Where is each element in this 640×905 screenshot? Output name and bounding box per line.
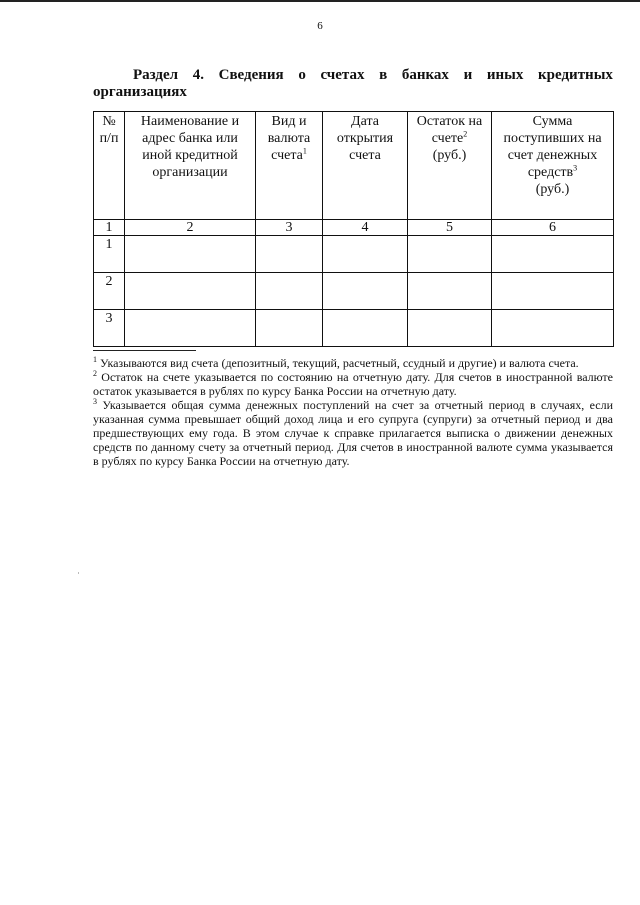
- empty-cell[interactable]: [408, 273, 492, 310]
- empty-cell[interactable]: [125, 273, 256, 310]
- header-cell-bank-name: Наименование и адрес банка или иной кредитной организации: [125, 112, 256, 220]
- column-number: 3: [256, 220, 323, 236]
- empty-cell[interactable]: [256, 273, 323, 310]
- footnote-mark: 3: [573, 163, 578, 173]
- empty-cell[interactable]: [492, 273, 614, 310]
- column-number: 5: [408, 220, 492, 236]
- row-number: 1: [94, 236, 125, 273]
- empty-cell[interactable]: [408, 236, 492, 273]
- table-header-row: [94, 112, 614, 220]
- row-number: 3: [94, 310, 125, 347]
- header-cell-number: № п/п: [94, 112, 125, 220]
- footnote-mark: 2: [463, 129, 468, 139]
- accounts-table: [93, 111, 614, 347]
- header-cell-open-date: Дата открытия счета: [323, 112, 408, 220]
- footnote: $^1$ Указываются вид счета (депозитный, текущий, расчетный, ссудный и другие) и валюта счета.: [93, 355, 579, 370]
- section-title-line-1: [93, 67, 613, 84]
- header-cell-account-type: Вид и валюта счета$^1$: [256, 112, 323, 220]
- title-word: в: [379, 67, 388, 83]
- footnote-mark: 2: [93, 369, 97, 378]
- title-word: счетах: [320, 67, 365, 83]
- empty-cell[interactable]: [323, 273, 408, 310]
- empty-cell[interactable]: [256, 236, 323, 273]
- footnote-mark: 3: [93, 397, 97, 406]
- footnote-mark: 1: [93, 355, 97, 364]
- empty-cell[interactable]: [408, 310, 492, 347]
- empty-cell[interactable]: [125, 236, 256, 273]
- empty-cell[interactable]: [256, 310, 323, 347]
- empty-cell[interactable]: [323, 310, 408, 347]
- scan-artifact: [78, 572, 79, 574]
- empty-cell[interactable]: [492, 310, 614, 347]
- row-number: 2: [94, 273, 125, 310]
- column-number: 1: [94, 220, 125, 236]
- header-cell-incoming-sum: Сумма поступивших на счет денежных средств$^3$ (руб.): [492, 112, 614, 220]
- footnote-mark: 1: [302, 146, 307, 156]
- column-number: 2: [125, 220, 256, 236]
- title-word: кредитных: [538, 67, 613, 83]
- title-word: банках: [401, 67, 449, 83]
- top-border-line: [0, 0, 640, 2]
- title-word: Раздел: [133, 67, 179, 83]
- footnote: $^3$ Указывается общая сумма денежных поступлений на счет за отчетный период в случаях, если указанная сумма превышает общий доход лица и его супруга (супруги) за отчетный период и два предшествующих ему года. В этом случае к справке прилагается выписка о движении денежных средств по данному счету за отчетный период. Для счетов в иностранной валюте сумма указывается в рублях по курсу Банка России на отчетную дату.: [93, 397, 614, 468]
- title-word: иных: [486, 67, 524, 83]
- title-word: Сведения: [218, 67, 284, 83]
- footnotes: [93, 356, 613, 468]
- footnote: $^2$ Остаток на счете указывается по состоянию на отчетную дату. Для счетов в иностранной валюте остаток указывается в рублях по курсу Банка России на отчетную дату.: [93, 369, 613, 398]
- title-word: о: [298, 67, 306, 83]
- header-cell-balance: Остаток на счете$^2$ (руб.): [408, 112, 492, 220]
- empty-cell[interactable]: [323, 236, 408, 273]
- table-row: [94, 310, 614, 347]
- section-title: [93, 67, 613, 101]
- title-word: 4.: [192, 67, 204, 83]
- column-number: 4: [323, 220, 408, 236]
- empty-cell[interactable]: [125, 310, 256, 347]
- table-row: [94, 236, 614, 273]
- table-row: [94, 273, 614, 310]
- section-title-line-2: организациях: [93, 84, 187, 100]
- footnote-divider: [93, 350, 196, 351]
- empty-cell[interactable]: [492, 236, 614, 273]
- page-number: 6: [317, 20, 323, 32]
- column-number-row: [94, 220, 614, 236]
- title-word: и: [463, 67, 473, 83]
- column-number: 6: [492, 220, 614, 236]
